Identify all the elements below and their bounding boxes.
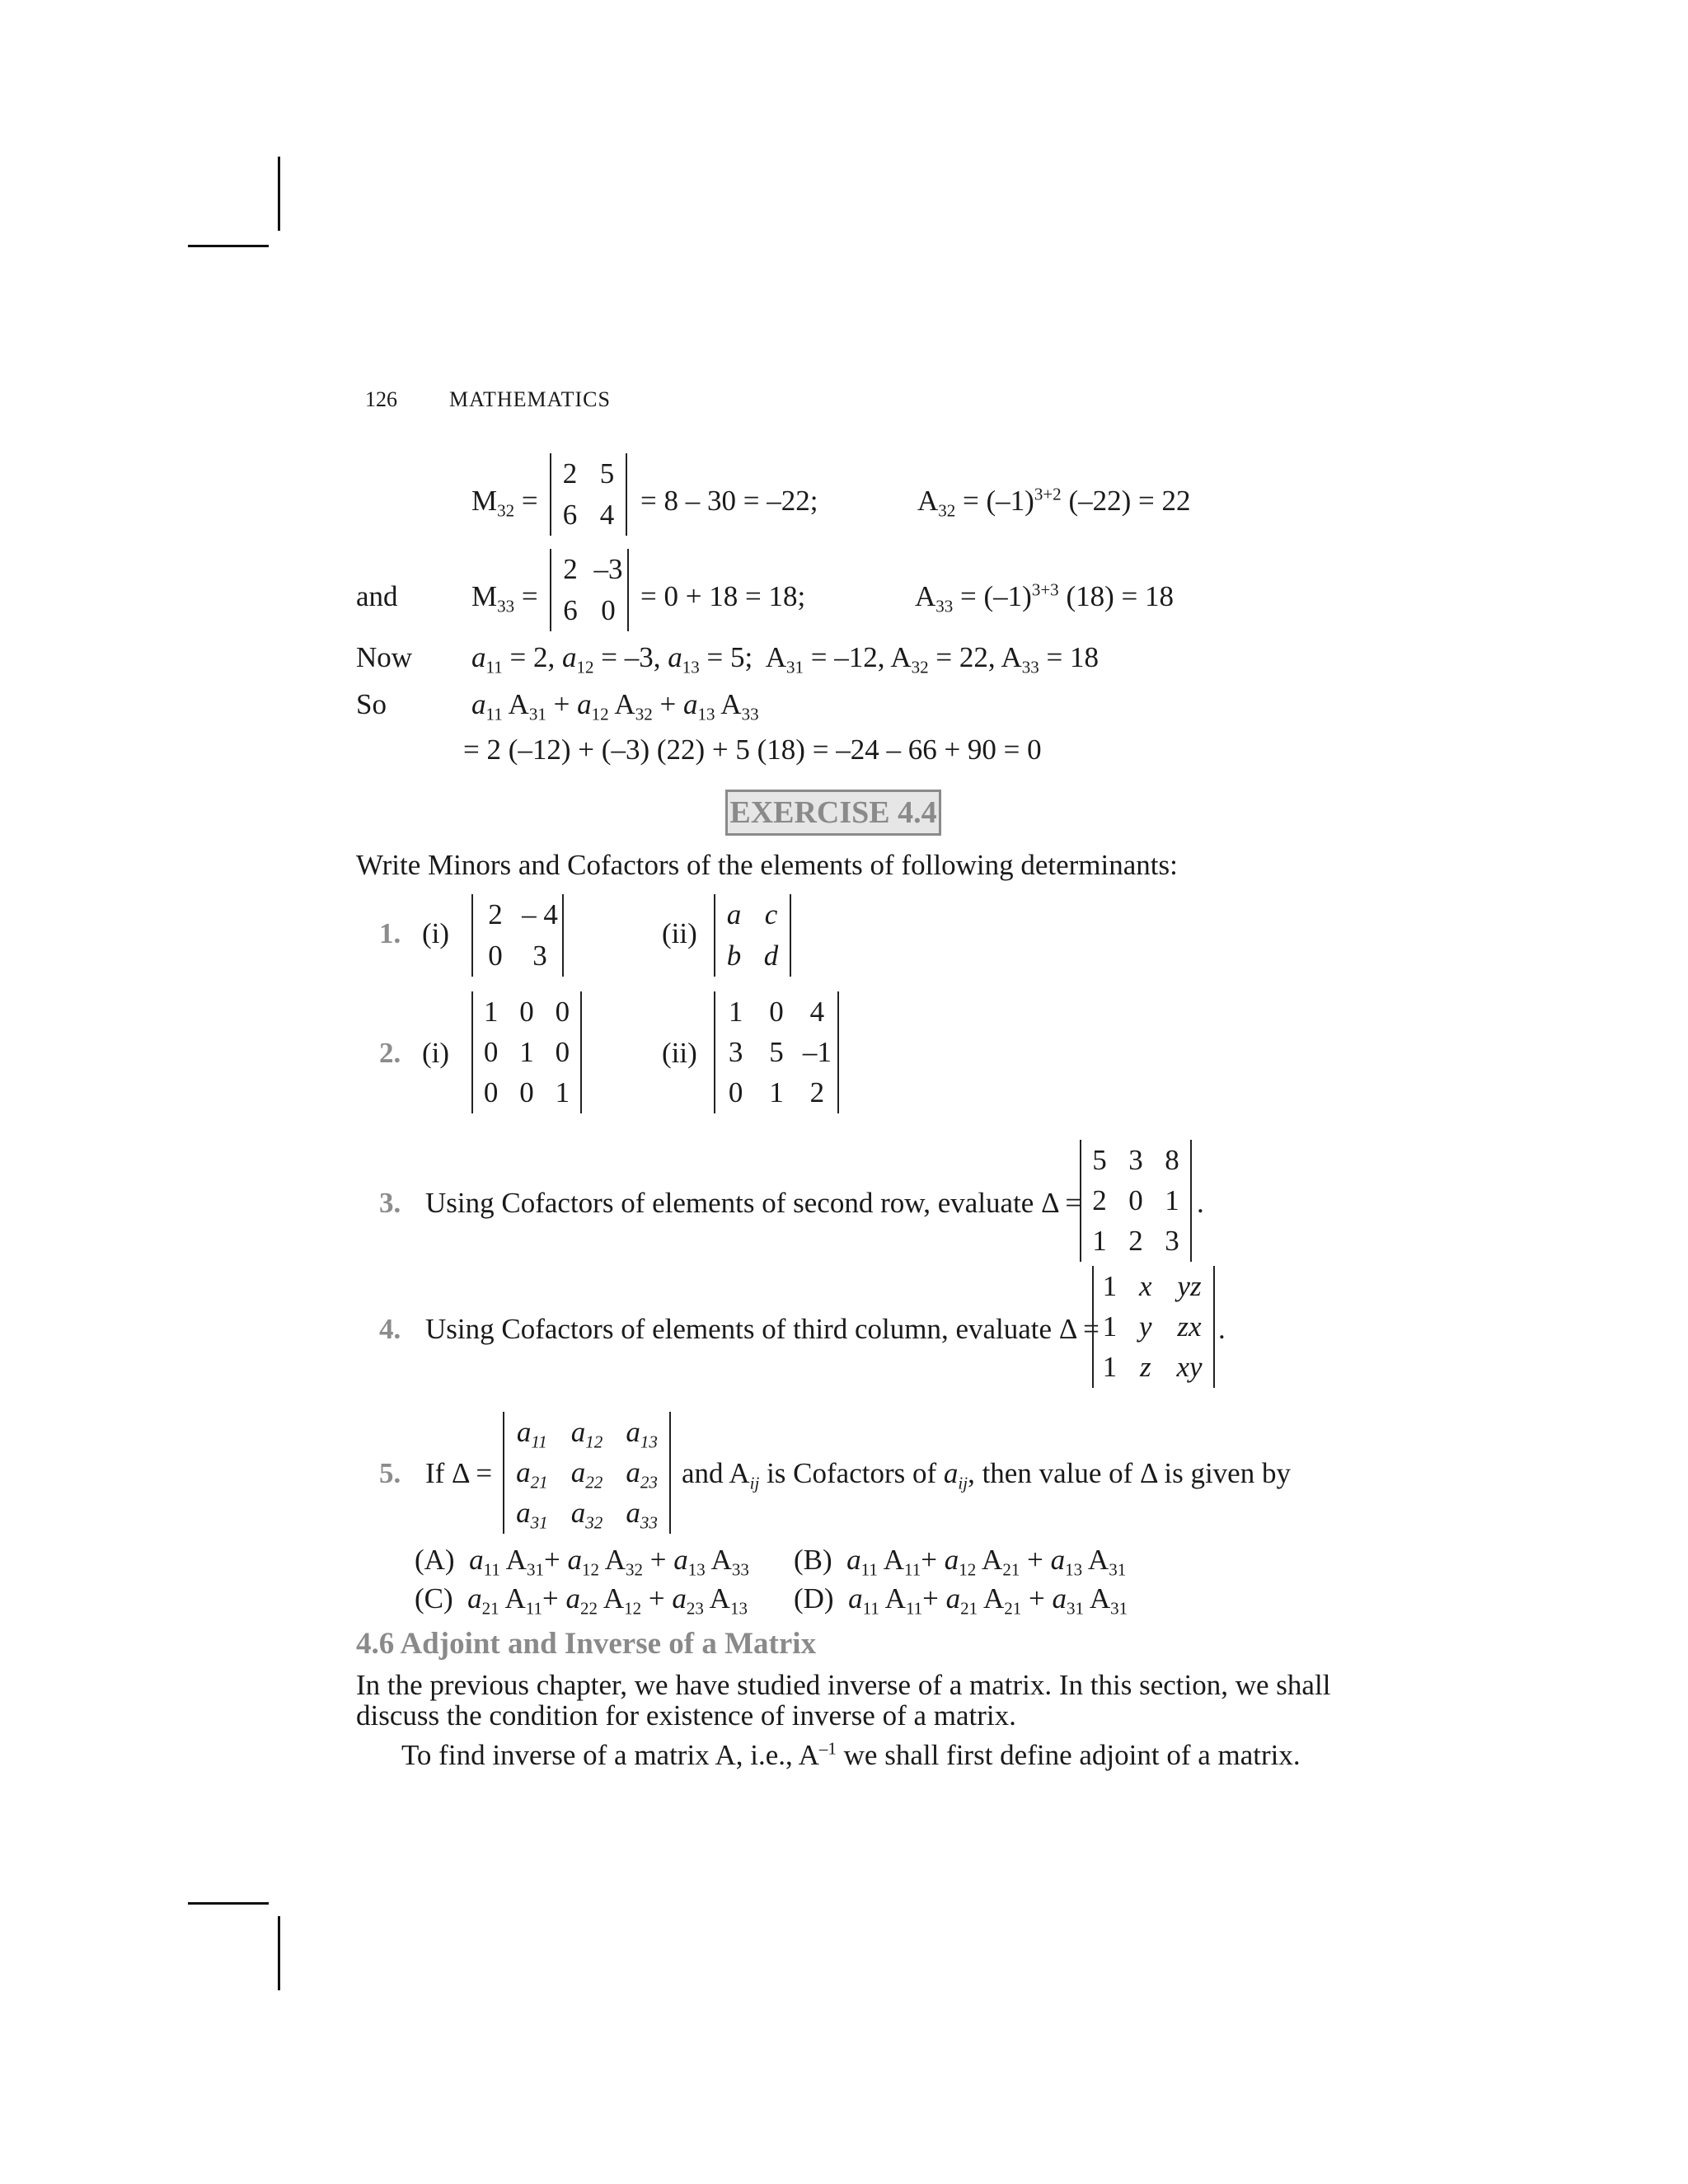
q2-i-determinant: 1 0 0 0 1 0 0 0 1 xyxy=(471,991,582,1113)
q4-period: . xyxy=(1218,1313,1226,1345)
q3-determinant: 5 3 8 2 0 1 1 2 3 xyxy=(1080,1140,1192,1262)
q5-determinant: $a_{11}$ $a_{12}$ $a_{13}$ $a_{21}$ $a_{22}$ $a_{23}$ $a_{31}$ $a_{32}$ $a_{33}$ xyxy=(503,1412,671,1534)
q4-text: Using Cofactors of elements of third column, evaluate Δ = xyxy=(425,1313,1100,1345)
q2-ii-determinant: 1 0 4 3 5 –1 0 1 2 xyxy=(714,991,839,1113)
crop-mark-bottom-horizontal xyxy=(188,1902,269,1905)
q5-number: 5. xyxy=(379,1457,401,1489)
so-final-line: = 2 (–12) + (–3) (22) + 5 (18) = –24 – 66 + 90 = 0 xyxy=(463,733,1042,766)
a32-cofactor: $A_{32} = (-1)^{3+2}$ (–22) = 22 xyxy=(917,484,1191,521)
crop-mark-bottom-vertical xyxy=(278,1916,280,1990)
section-para1-line2: discuss the condition for existence of inverse of a matrix. xyxy=(356,1699,1016,1732)
q5-suffix: and $A_{ij}$ is Cofactors of $a_{ij}$, then value of Δ is given by xyxy=(682,1457,1291,1493)
m32-determinant: 2 5 6 4 xyxy=(550,453,627,536)
m33-result: = 0 + 18 = 18; xyxy=(640,580,806,612)
so-word: So xyxy=(356,688,387,720)
q2-number: 2. xyxy=(379,1037,401,1069)
crop-mark-top-horizontal xyxy=(188,245,269,247)
q1-ii-label: (ii) xyxy=(662,917,697,949)
exercise-intro: Write Minors and Cofactors of the elements of following determinants: xyxy=(356,849,1178,881)
q5-prefix: If Δ = xyxy=(425,1457,493,1489)
section-para1-line1: In the previous chapter, we have studied inverse of a matrix. In this section, we shall xyxy=(356,1669,1331,1701)
q4-determinant: 1 x yz 1 y zx 1 z xy xyxy=(1092,1266,1215,1388)
section-para2: To find inverse of a matrix A, i.e., $A^{-1}$ we shall first define adjoint of a matrix. xyxy=(401,1738,1301,1771)
q3-number: 3. xyxy=(379,1187,401,1219)
now-word: Now xyxy=(356,641,413,673)
m33-determinant: 2 –3 6 0 xyxy=(550,549,629,631)
and-word: and xyxy=(356,580,398,612)
q1-ii-determinant: a c b d xyxy=(714,894,791,977)
q5-option-a: (A) $a_{11}$ $A_{31}+ a_{12}$ $A_{32} + a_{13}$ $A_{33}$ xyxy=(415,1544,749,1580)
now-values: $a_{11} = 2$, $a_{12} = -3$, $a_{13} = 5$; $A_{31} = -12$, $A_{32} = 22$, $A_{33} = 18$ xyxy=(471,641,1099,677)
page-number: 126 xyxy=(365,387,397,411)
m32-label: $M_{32}$ = xyxy=(471,485,538,521)
m33-label: $M_{33}$ = xyxy=(471,580,538,616)
a33-cofactor: $A_{33} = (-1)^{3+3}$ (18) = 18 xyxy=(915,579,1174,616)
m32-result: = 8 – 30 = –22; xyxy=(640,485,818,517)
q5-option-c: (C) $a_{21}$ $A_{11}+ a_{22}$ $A_{12} + a_{23}$ $A_{13}$ xyxy=(415,1582,748,1619)
q1-i-determinant: 2 – 4 0 3 xyxy=(471,894,564,977)
running-title: MATHEMATICS xyxy=(449,387,611,411)
q3-text: Using Cofactors of elements of second row, evaluate Δ = xyxy=(425,1187,1082,1219)
q5-option-d: (D) $a_{11}$ $A_{11}+ a_{21}$ $A_{21} + a_{31}$ $A_{31}$ xyxy=(794,1582,1128,1619)
q1-number: 1. xyxy=(379,917,401,949)
so-expression: $a_{11}$ $A_{31} + a_{12}$ $A_{32} + a_{13}$ $A_{33}$ xyxy=(471,688,759,724)
q1-i-label: (i) xyxy=(422,917,450,949)
q3-period: . xyxy=(1197,1187,1204,1219)
q4-number: 4. xyxy=(379,1313,401,1345)
q5-option-b: (B) $a_{11}$ $A_{11}+ a_{12}$ $A_{21} + a_{13}$ $A_{31}$ xyxy=(794,1544,1127,1580)
crop-mark-top-vertical xyxy=(278,157,280,231)
q2-ii-label: (ii) xyxy=(662,1037,697,1069)
q2-i-label: (i) xyxy=(422,1037,450,1069)
section-heading: 4.6 Adjoint and Inverse of a Matrix xyxy=(356,1627,817,1661)
exercise-heading: EXERCISE 4.4 xyxy=(725,790,941,836)
